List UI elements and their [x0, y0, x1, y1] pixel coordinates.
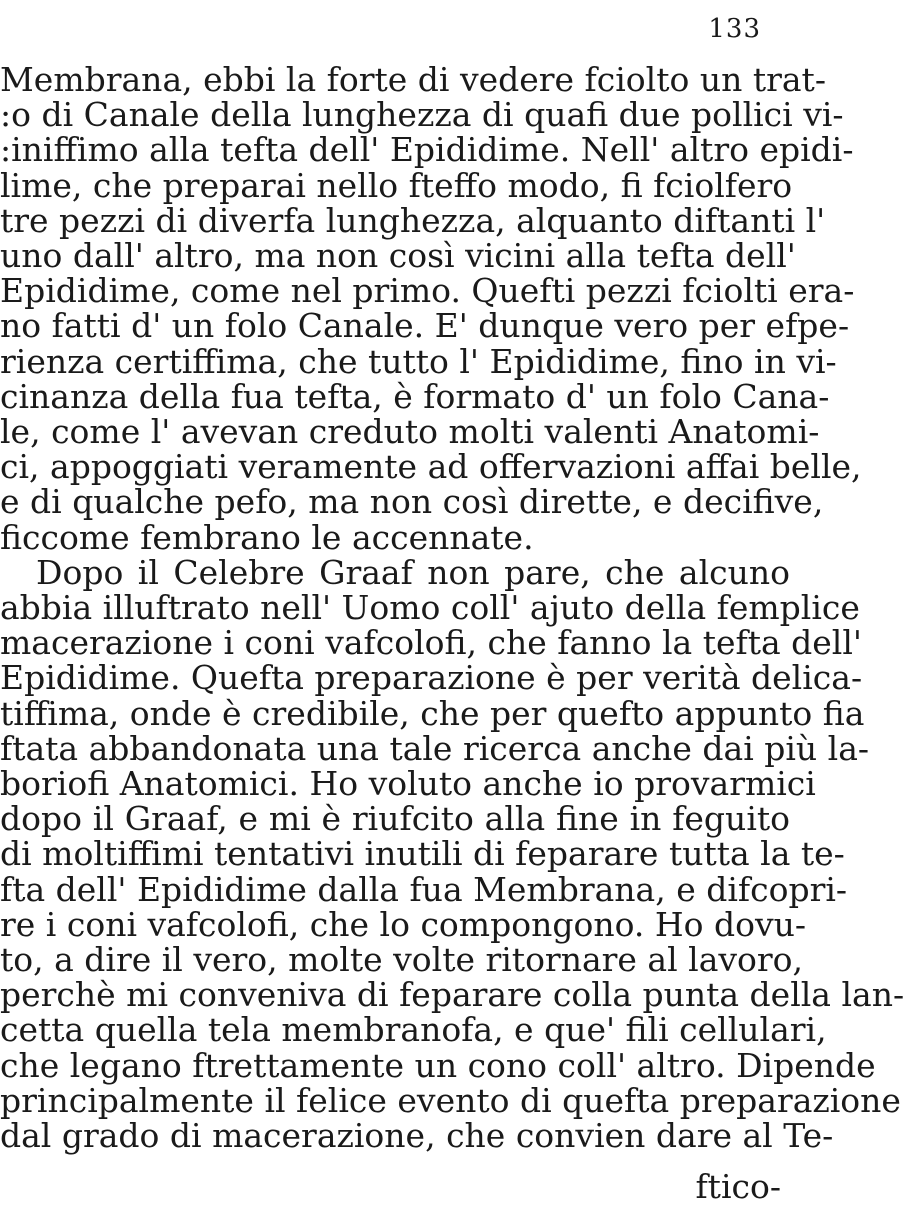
text-line: Dopo il Celebre Graaf non pare, che alcuno — [36, 552, 790, 592]
text-line: Epididime. Quefta preparazione è per verità delica- — [0, 658, 863, 698]
text-line: cetta quella tela membranofa, e que' fili cellulari, — [0, 1010, 827, 1050]
text-line: Membrana, ebbi la forte di vedere fciolto un trat- — [0, 60, 826, 99]
text-line: macerazione i coni vafcolofi, che fanno la tefta dell' — [0, 623, 862, 663]
text-line: tiffima, onde è credibile, che per quefto appunto fia — [0, 693, 865, 733]
text-line: rienza certiffima, che tutto l' Epididime, fino in vi- — [0, 341, 837, 381]
text-line: boriofi Anatomici. Ho voluto anche io provarmici — [0, 764, 816, 803]
text-line: to, a dire il vero, molte volte ritornare al lavoro, — [0, 940, 804, 979]
text-line: ftata abbandonata una tale ricerca anche dai più la- — [0, 728, 870, 768]
text-line: re i coni vafcolofi, che lo compongono. Ho dovu- — [0, 904, 807, 944]
text-line: :o di Canale della lunghezza di quafi due pollici vi- — [0, 95, 844, 135]
text-line: perchè mi conveniva di feparare colla punta della lan- — [0, 975, 904, 1015]
text-line: dal grado di macerazione, che convien dare al Te- — [0, 1116, 834, 1155]
text-line: di moltiffimi tentativi inutili di feparare tutta la te- — [0, 834, 845, 874]
text-line: uno dall' altro, ma non così vicini alla tefta dell' — [0, 236, 796, 275]
page-number: 133 — [708, 14, 761, 44]
text-line: :iniffimo alla tefta dell' Epididime. Nell' altro epidi- — [0, 130, 854, 170]
text-line: ci, appoggiati veramente ad offervazioni affai belle, — [0, 447, 862, 487]
text-line: lime, che preparai nello fteffo modo, fi fciolfero — [0, 165, 793, 205]
text-line: e di qualche pefo, ma non così dirette, e decifive, — [0, 482, 824, 522]
catchword: ftico- — [695, 1167, 781, 1206]
text-line: le, come l' avevan creduto molti valenti Anatomi- — [0, 412, 820, 451]
text-line: dopo il Graaf, e mi è riufcito alla fine in feguito — [0, 799, 790, 839]
text-line: cinanza della fua tefta, è formato d' un folo Cana- — [0, 376, 830, 416]
text-line: no fatti d' un folo Canale. E' dunque vero per efpe- — [0, 306, 850, 346]
text-line: tre pezzi di diverfa lunghezza, alquanto diftanti l' — [0, 200, 826, 240]
text-line: principalmente il felice evento di quefta preparazione — [0, 1080, 901, 1120]
text-line: Epididime, come nel primo. Quefti pezzi fciolti era- — [0, 271, 855, 311]
text-line: che legano ftrettamente un cono coll' altro. Dipende — [0, 1045, 876, 1085]
text-line: ficcome fembrano le accennate. — [0, 517, 534, 557]
text-line: fta dell' Epididime dalla fua Membrana, e difcopri- — [0, 869, 848, 909]
text-line: abbia illuftrato nell' Uomo coll' ajuto della femplice — [0, 588, 860, 627]
